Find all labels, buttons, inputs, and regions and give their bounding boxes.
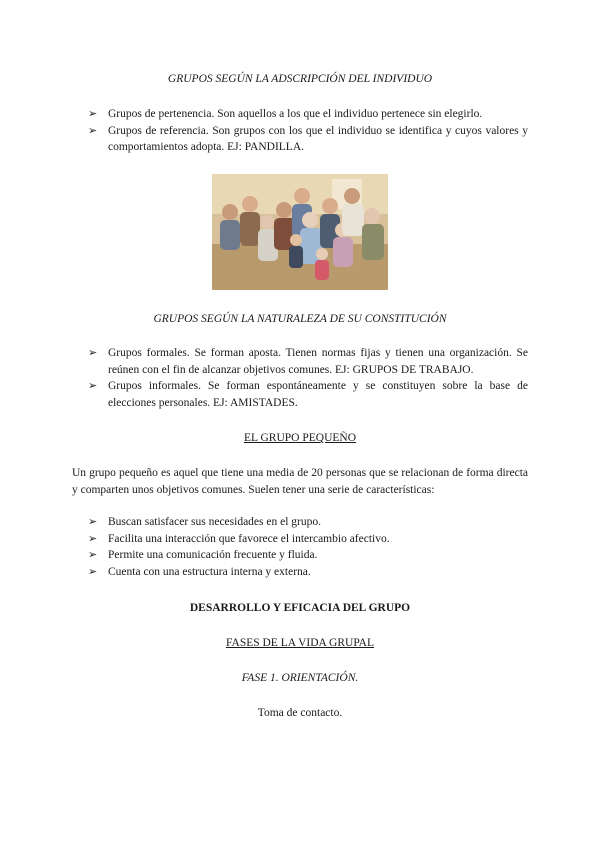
bullet-arrow-icon: ➢ (88, 564, 98, 578)
bullet-arrow-icon: ➢ (88, 531, 98, 545)
list-item: ➢ Facilita una interacción que favorece el intercambio afectivo. (88, 531, 528, 548)
bullet-arrow-icon: ➢ (88, 346, 98, 359)
section-title-naturaleza: GRUPOS SEGÚN LA NATURALEZA DE SU CONSTITUCIÓN (153, 313, 447, 325)
bullet-arrow-icon: ➢ (88, 548, 98, 561)
section-title-grupo-pequeno: EL GRUPO PEQUEÑO (243, 432, 357, 444)
bullet-arrow-icon: ➢ (88, 123, 98, 137)
section-title-adscripcion: GRUPOS SEGÚN LA ADSCRIPCIÓN DEL INDIVIDUO (167, 73, 433, 85)
list-naturaleza (88, 345, 528, 411)
list-item: ➢ Grupos de referencia. Son grupos con los que el individuo se identifica y cuyos valores y comportamientos adopta. EJ: PANDILLA. (88, 123, 528, 153)
family-group-photo (212, 174, 388, 290)
list-item: ➢ Permite una comunicación frecuente y fluida. (88, 547, 528, 564)
list-item: ➢ Grupos formales. Se forman aposta. Tienen normas fijas y tienen una organización. Se reúnen con el fin de alcanzar objetivos comunes. EJ: GRUPOS DE TRABAJO. (88, 346, 528, 376)
list-item: ➢ Grupos de pertenencia. Son aquellos a los que el individuo pertenece sin elegirlo. (88, 106, 528, 123)
list-caracteristicas (88, 514, 528, 580)
bullet-arrow-icon: ➢ (88, 107, 98, 120)
phase-text: Toma de contacto. (257, 707, 343, 719)
list-adscripcion (88, 106, 528, 156)
phase-title: FASE 1. ORIENTACIÓN. (241, 672, 359, 684)
list-item: ➢ Buscan satisfacer sus necesidades en el grupo. (88, 514, 528, 531)
paragraph-grupo-pequeno: Un grupo pequeño es aquel que tiene una media de 20 personas que se relacionan de forma directa y comparten unos objetivos comunes. Suelen tener una serie de características: (72, 467, 528, 496)
subtitle-fases: FASES DE LA VIDA GRUPAL (225, 637, 375, 649)
bullet-arrow-icon: ➢ (88, 515, 98, 528)
list-item: ➢ Grupos informales. Se forman espontáneamente y se constituyen sobre la base de elecciones personales. EJ: AMISTADES. (88, 379, 528, 409)
bullet-arrow-icon: ➢ (88, 379, 98, 392)
section-title-desarrollo: DESARROLLO Y EFICACIA DEL GRUPO (189, 602, 411, 614)
list-item: ➢ Cuenta con una estructura interna y externa. (88, 564, 528, 581)
